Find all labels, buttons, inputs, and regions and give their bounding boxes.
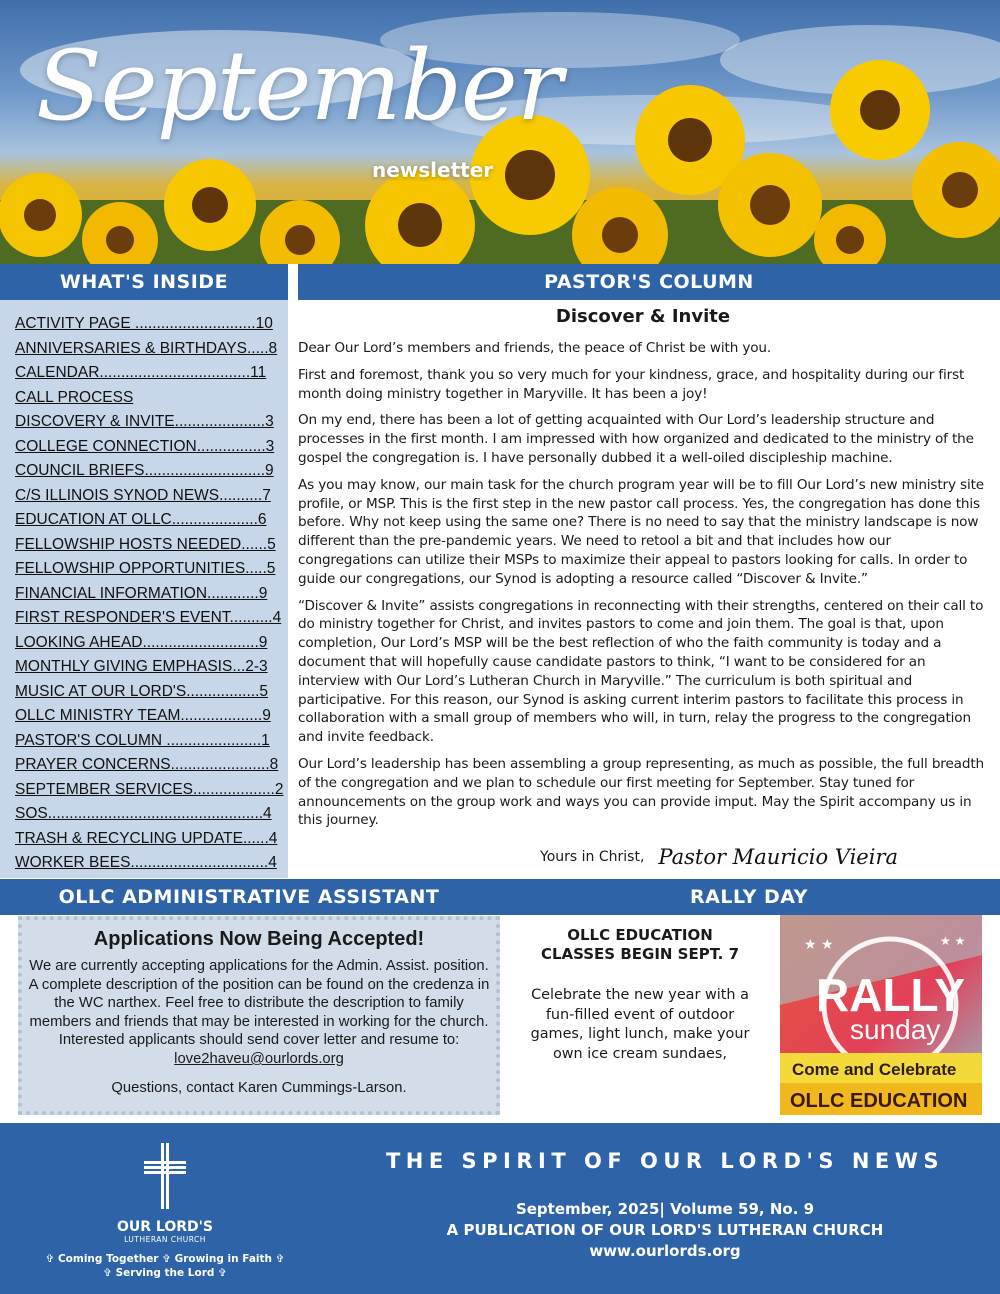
toc-item[interactable]: C/S ILLINOIS SYNOD NEWS..........7	[15, 486, 271, 504]
toc-item[interactable]: CALENDAR...................................11	[15, 364, 267, 381]
toc-item[interactable]: MUSIC AT OUR LORD'S.................5	[15, 682, 269, 700]
rally-word: RALLY	[816, 969, 966, 1021]
publisher-line: A PUBLICATION OF OUR LORD'S LUTHERAN CHURCH	[446, 1221, 884, 1239]
toc-item[interactable]: TRASH & RECYCLING UPDATE......4	[15, 829, 278, 847]
newsletter-title: September	[36, 30, 562, 142]
church-logo	[40, 1141, 290, 1280]
publication-title: THE SPIRIT OF OUR LORD'S NEWS	[385, 1149, 945, 1173]
logo-church-subtitle: LUTHERAN CHURCH	[124, 1235, 206, 1244]
pastor-signoff	[318, 845, 958, 869]
toc-item[interactable]: COLLEGE CONNECTION................3	[15, 437, 275, 455]
tagline-line-2: ✞ Serving the Lord ✞	[103, 1267, 227, 1279]
toc-item[interactable]: SOS..................................................4	[15, 805, 272, 822]
toc-item[interactable]: MONTHLY GIVING EMPHASIS...2-3	[15, 658, 268, 675]
table-of-contents	[0, 300, 288, 878]
toc-item[interactable]: FELLOWSHIP OPPORTUNITIES.....5	[15, 560, 276, 577]
toc-item[interactable]: ACTIVITY PAGE ............................10	[15, 315, 273, 332]
email-link[interactable]: love2haveu@ourlords.org	[174, 1050, 344, 1067]
pastor-paragraph: First and foremost, thank you so very much for your kindness, grace, and hospitality during our first month doing ministry together in Maryville. It has been a joy!	[298, 366, 965, 402]
logo-church-name: OUR LORD'S	[116, 1219, 214, 1235]
come-and-celebrate-text: Come and Celebrate	[792, 1060, 957, 1079]
rally-day-header: RALLY DAY	[498, 879, 1000, 915]
toc-item[interactable]: LOOKING AHEAD...........................9	[15, 633, 268, 651]
toc-item[interactable]: FIRST RESPONDER'S EVENT..........4	[15, 609, 282, 626]
tagline-line-1: ✞ Coming Together ✞ Growing in Faith ✞	[45, 1253, 285, 1265]
toc-item[interactable]: OLLC MINISTRY TEAM...................9	[15, 707, 271, 724]
hero-banner	[0, 0, 1000, 264]
pastors-column-header: PASTOR'S COLUMN	[298, 264, 1000, 300]
application-text: We are currently accepting applications for the Admin. Assist. position. A complete description of the position can be found on the credenza in the WC narthex. Feel free to distribute the description to family members and friends that may be interested in working for the church. Interested applicants should send cover letter and resume to:	[28, 958, 490, 1049]
publication-info	[330, 1199, 1000, 1262]
closing-text: Yours in Christ,	[540, 849, 645, 865]
toc-item[interactable]: PRAYER CONCERNS.......................8	[15, 756, 279, 773]
toc-item[interactable]: PASTOR'S COLUMN ......................1	[15, 731, 270, 749]
toc-item[interactable]: COUNCIL BRIEFS............................9	[15, 462, 274, 479]
pastor-paragraph: On my end, there has been a lot of getting acquainted with Our Lord’s leadership structure and processes in the first month. I am impressed with how organized and dedicated to the ministry of the gospel the congregation is. I have personally dubbed it a well-oiled discipleship machine.	[298, 412, 974, 466]
toc-item[interactable]: CALL PROCESS	[15, 388, 134, 406]
application-body	[28, 957, 490, 1069]
toc-item[interactable]: SEPTEMBER SERVICES...................2	[15, 780, 284, 798]
rally-day-text	[528, 926, 752, 1064]
svg-text:★ ★: ★ ★	[940, 934, 966, 948]
svg-text:★ ★: ★ ★	[804, 937, 834, 953]
application-contact: Questions, contact Karen Cummings-Larson.	[111, 1079, 407, 1096]
issue-line: September, 2025| Volume 59, No. 9	[515, 1200, 815, 1218]
pastor-paragraph: “Discover & Invite” assists congregations in reconnecting with their strengths, centered on their call to do ministry together for Christ, and invites pastors to come and join them. The goal is that, upon completion, Our Lord’s MSP will be the best reflection of who the faith community is today and a document that will hopefully cause candidate pastors to think, “I want to be considered for an interview with Our Lord’s Lutheran Church in Maryville.” The curriculum is both spiritual and participative. For this reason, our Synod is asking current interim pastors to facilitate this process in collaboration with a small group of members who will, in turn, relay the progress to the congregation and invite feedback.	[298, 597, 984, 746]
pastor-paragraph: Dear Our Lord’s members and friends, the peace of Christ be with you.	[298, 340, 772, 356]
website-link[interactable]: www.ourlords.org	[589, 1242, 741, 1260]
rally-body: Celebrate the new year with a fun-filled event of outdoor games, light lunch, make your own ice cream sundaes,	[530, 987, 750, 1062]
whats-inside-header: WHAT'S INSIDE	[0, 264, 288, 300]
pastor-paragraph: Our Lord’s leadership has been assembling a group representing, as much as possible, the full breadth of the congregation and we plan to schedule our first meeting for September. Stay tuned for announcements on the group work and ways you can provide imput. May the Spirit accompany us in this journey.	[298, 755, 984, 829]
rally-heading: OLLC EDUCATION CLASSES BEGIN SEPT. 7	[540, 926, 740, 963]
toc-item[interactable]: ANNIVERSARIES & BIRTHDAYS.....8	[15, 339, 278, 357]
application-heading: Applications Now Being Accepted!	[93, 928, 425, 950]
sunday-word: sunday	[850, 1014, 941, 1045]
pastor-paragraph: As you may know, our main task for the church program year will be to fill Our Lord’s new ministry site profile, or MSP. This is the first step in the new pastor call process. Yes, the congregation has done this before. Why not keep using the same one? There is no need to say that the ministry landscape is now different than the pre-pandemic years. We need to retool a bit and that includes how our congregations can utilize their MSPs to maximize their appeal to pastors looking for calls. In order to guide our congregations, our Synod is adopting a resource called “Discover & Invite.”	[298, 476, 984, 587]
toc-item[interactable]: FELLOWSHIP HOSTS NEEDED......5	[15, 535, 276, 553]
toc-item[interactable]: DISCOVERY & INVITE.....................3	[15, 413, 274, 430]
admin-application-box	[18, 916, 500, 1115]
admin-assistant-header: OLLC ADMINISTRATIVE ASSISTANT	[0, 879, 498, 915]
newsletter-subtitle: newsletter	[372, 158, 494, 182]
cross-icon	[142, 1141, 188, 1211]
pastor-signature: Pastor Mauricio Vieira	[658, 845, 898, 869]
pastor-heading: Discover & Invite	[555, 306, 731, 327]
logo-tagline	[40, 1252, 290, 1280]
toc-item[interactable]: FINANCIAL INFORMATION............9	[15, 584, 268, 602]
toc-item[interactable]: WORKER BEES................................4	[15, 854, 277, 871]
pastors-column	[298, 300, 988, 838]
ollc-education-text: OLLC EDUCATION	[790, 1090, 968, 1112]
rally-sunday-image	[780, 915, 982, 1115]
footer	[0, 1123, 1000, 1294]
toc-item[interactable]: EDUCATION AT OLLC....................6	[15, 511, 267, 528]
